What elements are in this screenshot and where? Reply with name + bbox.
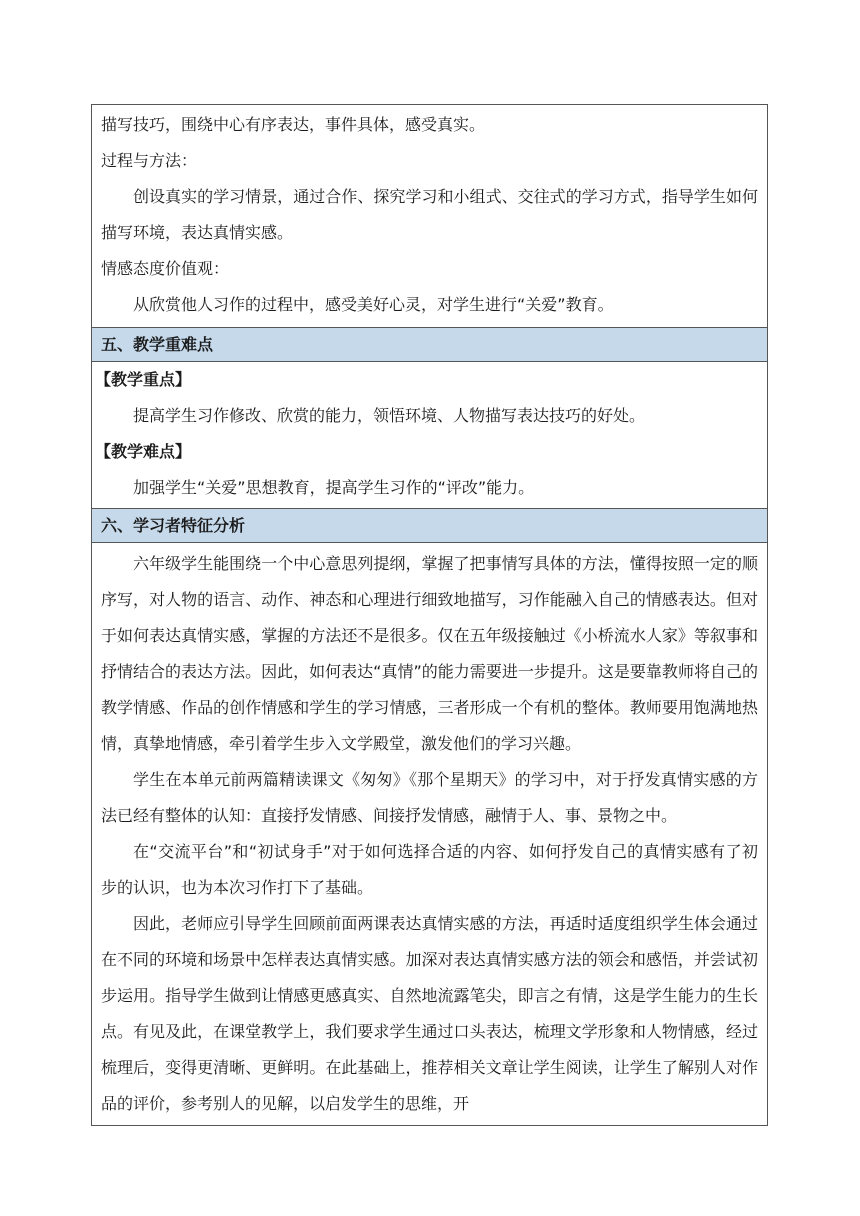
key-point-label: 【教学重点】: [95, 370, 192, 389]
learner-paragraph: 在“交流平台”和“初试身手”对于如何选择合适的内容、如何抒发自己的真情实感有了初步的认识，也为本次习作打下了基础。: [101, 842, 758, 897]
process-method-label: 过程与方法：: [101, 151, 198, 170]
learner-analysis-cell: [92, 542, 767, 1125]
learner-paragraph: 六年级学生能围绕一个中心意思列提纲，掌握了把事情写具体的方法，懂得按照一定的顺序写，对人物的语言、动作、神态和心理进行细致地描写，习作能融入自己的情感表达。但对于如何表达真情实感，掌握的方法还不是很多。仅在五年级接触过《小桥流水人家》等叙事和抒情结合的表达方法。因此，如何表达“真情”的能力需要进一步提升。这是要靠教师将自己的教学情感、作品的创作情感和学生的学习情感，三者形成一个有机的整体。教师要用饱满地热情，真挚地情感，牵引着学生步入文学殿堂，激发他们的学习兴趣。: [101, 554, 758, 753]
lesson-plan-table: [91, 104, 768, 1126]
learner-paragraph: 因此，老师应引导学生回顾前面两课表达真情实感的方法，再适时适度组织学生体会通过在不同的环境和场景中怎样表达真情实感。加深对表达真情实感方法的领会和感悟，并尝试初步运用。指导学生做到让情感更感真实、自然地流露笔尖，即言之有情，这是学生能力的生长点。有见及此，在课堂教学上，我们要求学生通过口头表达，梳理文学形象和人物情感，经过梳理后，变得更清晰、更鲜明。在此基础上，推荐相关文章让学生阅读，让学生了解别人对作品的评价，参考别人的见解，以启发学生的思维，开: [101, 914, 758, 1113]
teaching-goals-cell: [92, 105, 767, 327]
emotion-values-label: 情感态度价值观：: [101, 259, 230, 278]
key-difficult-points-cell: [92, 361, 767, 508]
difficult-point-label: 【教学难点】: [95, 442, 192, 461]
section-six-heading: 六、学习者特征分析: [92, 508, 767, 542]
key-point-text: 提高学生习作修改、欣赏的能力，领悟环境、人物描写表达技巧的好处。: [133, 406, 646, 425]
difficult-point-text: 加强学生“关爱”思想教育，提高学生习作的“评改”能力。: [133, 478, 535, 497]
process-method-text: 创设真实的学习情景，通过合作、探究学习和小组式、交往式的学习方式，指导学生如何描写环境，表达真情实感。: [101, 187, 758, 242]
learner-paragraph: 学生在本单元前两篇精读课文《匆匆》《那个星期天》的学习中，对于抒发真情实感的方法已经有整体的认知：直接抒发情感、间接抒发情感，融情于人、事、景物之中。: [101, 770, 758, 825]
section-five-heading: 五、教学重难点: [92, 327, 767, 361]
goals-continued-line: 描写技巧，围绕中心有序表达，事件具体，感受真实。: [101, 115, 486, 134]
emotion-values-text: 从欣赏他人习作的过程中，感受美好心灵，对学生进行“关爱”教育。: [133, 295, 614, 314]
